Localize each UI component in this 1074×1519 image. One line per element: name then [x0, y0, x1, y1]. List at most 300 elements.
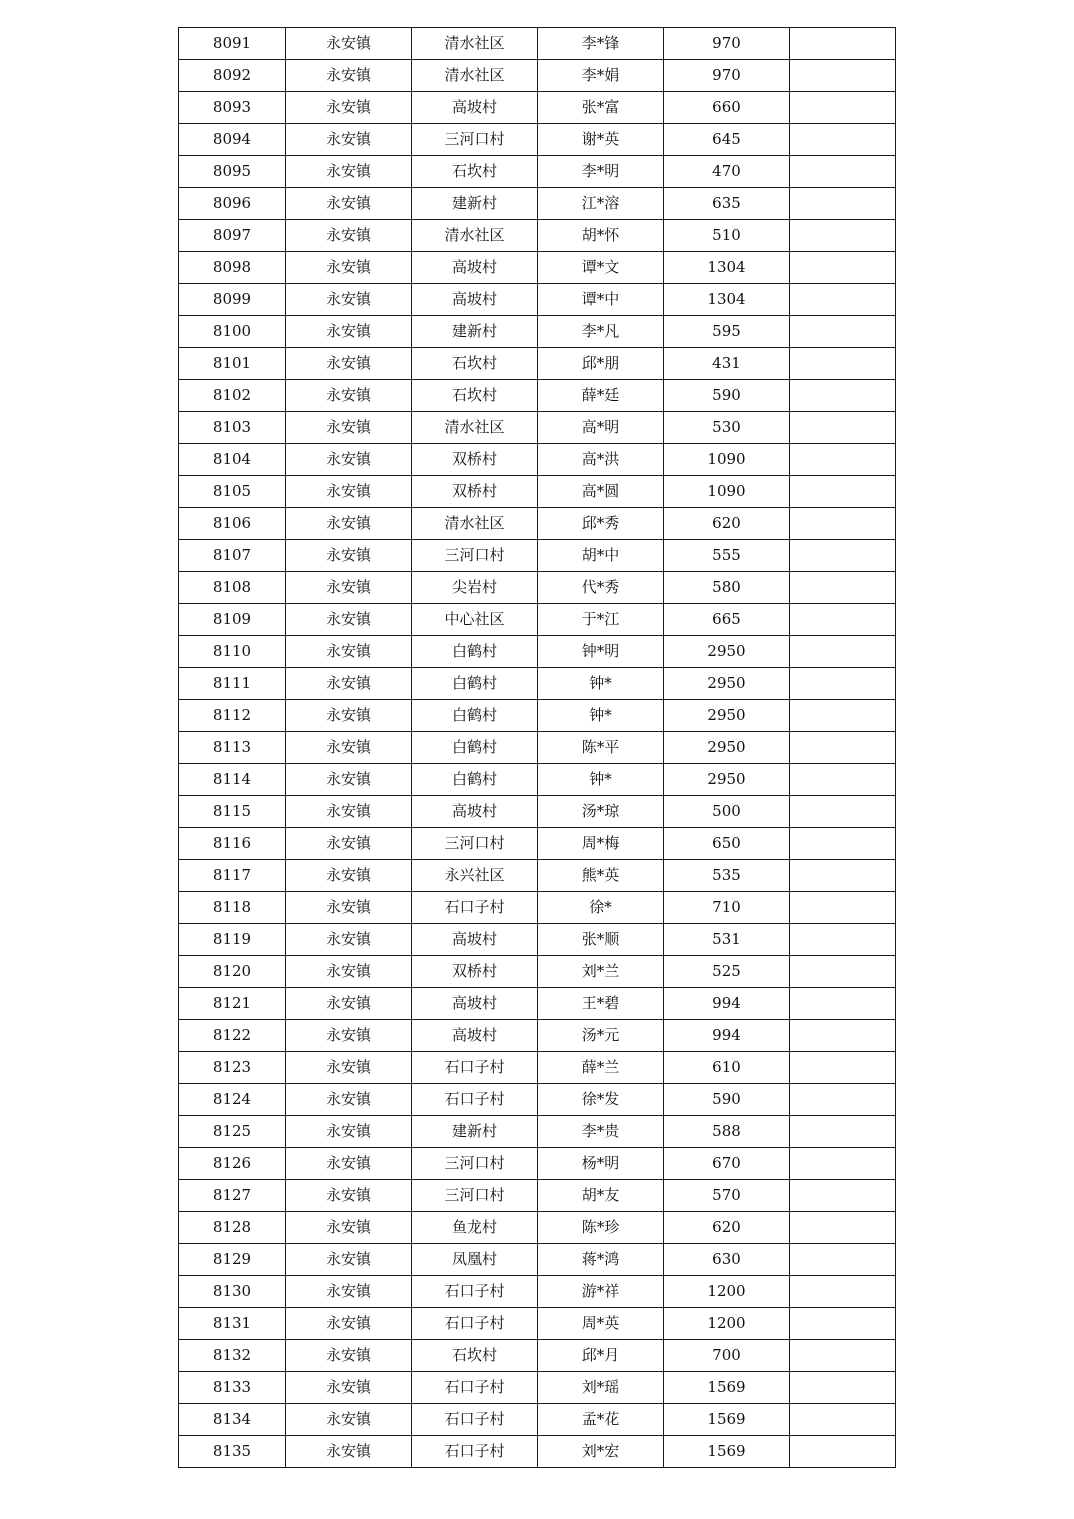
table-row: [179, 988, 896, 1020]
name-cell: 胡*友: [538, 1180, 664, 1212]
village-cell: 白鹤村: [412, 732, 538, 764]
table-row: [179, 124, 896, 156]
amount-cell: 510: [664, 220, 790, 252]
remark-cell: [790, 1212, 896, 1244]
remark-cell: [790, 28, 896, 60]
name-cell: 徐*: [538, 892, 664, 924]
name-cell: 谢*英: [538, 124, 664, 156]
village-cell: 石口子村: [412, 892, 538, 924]
village-cell: 高坡村: [412, 796, 538, 828]
village-cell: 清水社区: [412, 508, 538, 540]
amount-cell: 1090: [664, 476, 790, 508]
amount-cell: 2950: [664, 732, 790, 764]
table-row: [179, 412, 896, 444]
amount-cell: 470: [664, 156, 790, 188]
table-row: [179, 508, 896, 540]
row-number-cell: 8099: [179, 284, 286, 316]
remark-cell: [790, 444, 896, 476]
town-cell: 永安镇: [286, 1020, 412, 1052]
town-cell: 永安镇: [286, 892, 412, 924]
town-cell: 永安镇: [286, 316, 412, 348]
row-number-cell: 8095: [179, 156, 286, 188]
remark-cell: [790, 572, 896, 604]
table-row: [179, 796, 896, 828]
town-cell: 永安镇: [286, 28, 412, 60]
row-number-cell: 8103: [179, 412, 286, 444]
amount-cell: 1304: [664, 284, 790, 316]
town-cell: 永安镇: [286, 732, 412, 764]
name-cell: 李*娟: [538, 60, 664, 92]
name-cell: 王*碧: [538, 988, 664, 1020]
table-row: [179, 1372, 896, 1404]
table-row: [179, 1084, 896, 1116]
town-cell: 永安镇: [286, 124, 412, 156]
name-cell: 张*顺: [538, 924, 664, 956]
amount-cell: 595: [664, 316, 790, 348]
town-cell: 永安镇: [286, 60, 412, 92]
table-row: [179, 636, 896, 668]
row-number-cell: 8091: [179, 28, 286, 60]
table-row: [179, 156, 896, 188]
table-row: [179, 444, 896, 476]
table-row: [179, 348, 896, 380]
town-cell: 永安镇: [286, 380, 412, 412]
amount-cell: 1569: [664, 1436, 790, 1468]
village-cell: 石口子村: [412, 1052, 538, 1084]
town-cell: 永安镇: [286, 636, 412, 668]
remark-cell: [790, 732, 896, 764]
name-cell: 李*贵: [538, 1116, 664, 1148]
row-number-cell: 8111: [179, 668, 286, 700]
row-number-cell: 8128: [179, 1212, 286, 1244]
name-cell: 胡*中: [538, 540, 664, 572]
town-cell: 永安镇: [286, 764, 412, 796]
amount-cell: 530: [664, 412, 790, 444]
town-cell: 永安镇: [286, 1212, 412, 1244]
table-row: [179, 1020, 896, 1052]
row-number-cell: 8129: [179, 1244, 286, 1276]
amount-cell: 531: [664, 924, 790, 956]
town-cell: 永安镇: [286, 252, 412, 284]
row-number-cell: 8116: [179, 828, 286, 860]
row-number-cell: 8131: [179, 1308, 286, 1340]
village-cell: 白鹤村: [412, 668, 538, 700]
town-cell: 永安镇: [286, 1372, 412, 1404]
table-row: [179, 1244, 896, 1276]
remark-cell: [790, 316, 896, 348]
name-cell: 江*溶: [538, 188, 664, 220]
amount-cell: 970: [664, 28, 790, 60]
row-number-cell: 8123: [179, 1052, 286, 1084]
table-row: [179, 604, 896, 636]
remark-cell: [790, 156, 896, 188]
name-cell: 邱*月: [538, 1340, 664, 1372]
name-cell: 胡*怀: [538, 220, 664, 252]
village-cell: 白鹤村: [412, 764, 538, 796]
village-cell: 三河口村: [412, 1148, 538, 1180]
name-cell: 李*锋: [538, 28, 664, 60]
village-cell: 石口子村: [412, 1404, 538, 1436]
amount-cell: 970: [664, 60, 790, 92]
town-cell: 永安镇: [286, 988, 412, 1020]
name-cell: 钟*: [538, 700, 664, 732]
row-number-cell: 8112: [179, 700, 286, 732]
amount-cell: 620: [664, 1212, 790, 1244]
remark-cell: [790, 1276, 896, 1308]
table-row: [179, 1148, 896, 1180]
town-cell: 永安镇: [286, 444, 412, 476]
name-cell: 邱*秀: [538, 508, 664, 540]
table-row: [179, 1180, 896, 1212]
amount-cell: 431: [664, 348, 790, 380]
village-cell: 中心社区: [412, 604, 538, 636]
row-number-cell: 8107: [179, 540, 286, 572]
row-number-cell: 8105: [179, 476, 286, 508]
name-cell: 谭*中: [538, 284, 664, 316]
name-cell: 陈*珍: [538, 1212, 664, 1244]
remark-cell: [790, 892, 896, 924]
village-cell: 白鹤村: [412, 636, 538, 668]
remark-cell: [790, 1436, 896, 1468]
name-cell: 邱*朋: [538, 348, 664, 380]
village-cell: 尖岩村: [412, 572, 538, 604]
remark-cell: [790, 1116, 896, 1148]
name-cell: 汤*琼: [538, 796, 664, 828]
village-cell: 高坡村: [412, 1020, 538, 1052]
table-row: [179, 1052, 896, 1084]
table-row: [179, 764, 896, 796]
town-cell: 永安镇: [286, 828, 412, 860]
town-cell: 永安镇: [286, 1084, 412, 1116]
table-row: [179, 860, 896, 892]
village-cell: 清水社区: [412, 412, 538, 444]
village-cell: 三河口村: [412, 1180, 538, 1212]
row-number-cell: 8096: [179, 188, 286, 220]
remark-cell: [790, 924, 896, 956]
village-cell: 清水社区: [412, 28, 538, 60]
amount-cell: 525: [664, 956, 790, 988]
remark-cell: [790, 1084, 896, 1116]
name-cell: 熊*英: [538, 860, 664, 892]
village-cell: 石坎村: [412, 156, 538, 188]
table-row: [179, 1404, 896, 1436]
data-table: [178, 27, 896, 1468]
town-cell: 永安镇: [286, 508, 412, 540]
name-cell: 高*明: [538, 412, 664, 444]
remark-cell: [790, 956, 896, 988]
village-cell: 建新村: [412, 316, 538, 348]
table-body: [179, 28, 896, 1468]
remark-cell: [790, 1148, 896, 1180]
remark-cell: [790, 764, 896, 796]
name-cell: 钟*: [538, 668, 664, 700]
table-row: [179, 188, 896, 220]
town-cell: 永安镇: [286, 92, 412, 124]
row-number-cell: 8094: [179, 124, 286, 156]
row-number-cell: 8135: [179, 1436, 286, 1468]
remark-cell: [790, 796, 896, 828]
village-cell: 石口子村: [412, 1436, 538, 1468]
table-row: [179, 668, 896, 700]
remark-cell: [790, 1340, 896, 1372]
amount-cell: 645: [664, 124, 790, 156]
town-cell: 永安镇: [286, 156, 412, 188]
row-number-cell: 8133: [179, 1372, 286, 1404]
name-cell: 蒋*鸿: [538, 1244, 664, 1276]
town-cell: 永安镇: [286, 860, 412, 892]
amount-cell: 1200: [664, 1276, 790, 1308]
row-number-cell: 8132: [179, 1340, 286, 1372]
table-row: [179, 1116, 896, 1148]
table-row: [179, 956, 896, 988]
village-cell: 白鹤村: [412, 700, 538, 732]
table-row: [179, 572, 896, 604]
remark-cell: [790, 1308, 896, 1340]
town-cell: 永安镇: [286, 1340, 412, 1372]
town-cell: 永安镇: [286, 668, 412, 700]
remark-cell: [790, 1372, 896, 1404]
village-cell: 石口子村: [412, 1308, 538, 1340]
village-cell: 建新村: [412, 188, 538, 220]
village-cell: 双桥村: [412, 956, 538, 988]
remark-cell: [790, 1020, 896, 1052]
amount-cell: 660: [664, 92, 790, 124]
table-row: [179, 1212, 896, 1244]
amount-cell: 588: [664, 1116, 790, 1148]
village-cell: 石坎村: [412, 1340, 538, 1372]
row-number-cell: 8109: [179, 604, 286, 636]
name-cell: 徐*发: [538, 1084, 664, 1116]
name-cell: 薛*廷: [538, 380, 664, 412]
village-cell: 双桥村: [412, 444, 538, 476]
table-row: [179, 380, 896, 412]
row-number-cell: 8097: [179, 220, 286, 252]
town-cell: 永安镇: [286, 540, 412, 572]
name-cell: 钟*明: [538, 636, 664, 668]
amount-cell: 1304: [664, 252, 790, 284]
row-number-cell: 8102: [179, 380, 286, 412]
amount-cell: 2950: [664, 700, 790, 732]
amount-cell: 994: [664, 988, 790, 1020]
amount-cell: 2950: [664, 636, 790, 668]
name-cell: 代*秀: [538, 572, 664, 604]
amount-cell: 1569: [664, 1372, 790, 1404]
amount-cell: 670: [664, 1148, 790, 1180]
name-cell: 汤*元: [538, 1020, 664, 1052]
row-number-cell: 8117: [179, 860, 286, 892]
village-cell: 三河口村: [412, 124, 538, 156]
row-number-cell: 8115: [179, 796, 286, 828]
remark-cell: [790, 220, 896, 252]
row-number-cell: 8127: [179, 1180, 286, 1212]
town-cell: 永安镇: [286, 412, 412, 444]
town-cell: 永安镇: [286, 1244, 412, 1276]
table-row: [179, 700, 896, 732]
name-cell: 高*圆: [538, 476, 664, 508]
remark-cell: [790, 508, 896, 540]
town-cell: 永安镇: [286, 1180, 412, 1212]
town-cell: 永安镇: [286, 1276, 412, 1308]
amount-cell: 710: [664, 892, 790, 924]
town-cell: 永安镇: [286, 188, 412, 220]
remark-cell: [790, 348, 896, 380]
remark-cell: [790, 252, 896, 284]
name-cell: 孟*花: [538, 1404, 664, 1436]
table-row: [179, 92, 896, 124]
village-cell: 清水社区: [412, 220, 538, 252]
name-cell: 刘*瑶: [538, 1372, 664, 1404]
name-cell: 谭*文: [538, 252, 664, 284]
name-cell: 刘*宏: [538, 1436, 664, 1468]
row-number-cell: 8101: [179, 348, 286, 380]
name-cell: 周*英: [538, 1308, 664, 1340]
amount-cell: 635: [664, 188, 790, 220]
town-cell: 永安镇: [286, 924, 412, 956]
row-number-cell: 8106: [179, 508, 286, 540]
remark-cell: [790, 412, 896, 444]
row-number-cell: 8126: [179, 1148, 286, 1180]
amount-cell: 2950: [664, 668, 790, 700]
table-row: [179, 540, 896, 572]
village-cell: 永兴社区: [412, 860, 538, 892]
town-cell: 永安镇: [286, 796, 412, 828]
village-cell: 三河口村: [412, 540, 538, 572]
amount-cell: 570: [664, 1180, 790, 1212]
table-row: [179, 924, 896, 956]
name-cell: 李*凡: [538, 316, 664, 348]
name-cell: 周*梅: [538, 828, 664, 860]
name-cell: 薛*兰: [538, 1052, 664, 1084]
row-number-cell: 8104: [179, 444, 286, 476]
town-cell: 永安镇: [286, 956, 412, 988]
remark-cell: [790, 188, 896, 220]
remark-cell: [790, 668, 896, 700]
village-cell: 石口子村: [412, 1084, 538, 1116]
amount-cell: 1200: [664, 1308, 790, 1340]
row-number-cell: 8124: [179, 1084, 286, 1116]
village-cell: 三河口村: [412, 828, 538, 860]
table-row: [179, 1340, 896, 1372]
name-cell: 高*洪: [538, 444, 664, 476]
amount-cell: 665: [664, 604, 790, 636]
row-number-cell: 8092: [179, 60, 286, 92]
amount-cell: 630: [664, 1244, 790, 1276]
town-cell: 永安镇: [286, 1052, 412, 1084]
remark-cell: [790, 92, 896, 124]
table-row: [179, 828, 896, 860]
amount-cell: 620: [664, 508, 790, 540]
amount-cell: 590: [664, 1084, 790, 1116]
remark-cell: [790, 1052, 896, 1084]
name-cell: 陈*平: [538, 732, 664, 764]
remark-cell: [790, 540, 896, 572]
table-row: [179, 252, 896, 284]
amount-cell: 650: [664, 828, 790, 860]
row-number-cell: 8120: [179, 956, 286, 988]
village-cell: 建新村: [412, 1116, 538, 1148]
town-cell: 永安镇: [286, 1404, 412, 1436]
table-row: [179, 476, 896, 508]
amount-cell: 610: [664, 1052, 790, 1084]
remark-cell: [790, 284, 896, 316]
village-cell: 石口子村: [412, 1276, 538, 1308]
table-row: [179, 732, 896, 764]
row-number-cell: 8125: [179, 1116, 286, 1148]
row-number-cell: 8098: [179, 252, 286, 284]
village-cell: 高坡村: [412, 988, 538, 1020]
row-number-cell: 8100: [179, 316, 286, 348]
row-number-cell: 8118: [179, 892, 286, 924]
village-cell: 鱼龙村: [412, 1212, 538, 1244]
row-number-cell: 8121: [179, 988, 286, 1020]
name-cell: 钟*: [538, 764, 664, 796]
row-number-cell: 8110: [179, 636, 286, 668]
remark-cell: [790, 604, 896, 636]
amount-cell: 994: [664, 1020, 790, 1052]
row-number-cell: 8134: [179, 1404, 286, 1436]
amount-cell: 1090: [664, 444, 790, 476]
town-cell: 永安镇: [286, 1436, 412, 1468]
town-cell: 永安镇: [286, 604, 412, 636]
village-cell: 高坡村: [412, 92, 538, 124]
remark-cell: [790, 60, 896, 92]
remark-cell: [790, 860, 896, 892]
amount-cell: 700: [664, 1340, 790, 1372]
table-row: [179, 316, 896, 348]
village-cell: 清水社区: [412, 60, 538, 92]
remark-cell: [790, 988, 896, 1020]
table-row: [179, 220, 896, 252]
row-number-cell: 8130: [179, 1276, 286, 1308]
row-number-cell: 8093: [179, 92, 286, 124]
table-row: [179, 1276, 896, 1308]
town-cell: 永安镇: [286, 220, 412, 252]
name-cell: 游*祥: [538, 1276, 664, 1308]
village-cell: 高坡村: [412, 252, 538, 284]
row-number-cell: 8114: [179, 764, 286, 796]
amount-cell: 1569: [664, 1404, 790, 1436]
amount-cell: 535: [664, 860, 790, 892]
village-cell: 凤凰村: [412, 1244, 538, 1276]
table-row: [179, 284, 896, 316]
row-number-cell: 8119: [179, 924, 286, 956]
amount-cell: 500: [664, 796, 790, 828]
name-cell: 张*富: [538, 92, 664, 124]
village-cell: 高坡村: [412, 284, 538, 316]
village-cell: 高坡村: [412, 924, 538, 956]
name-cell: 李*明: [538, 156, 664, 188]
town-cell: 永安镇: [286, 284, 412, 316]
amount-cell: 555: [664, 540, 790, 572]
town-cell: 永安镇: [286, 700, 412, 732]
village-cell: 石口子村: [412, 1372, 538, 1404]
town-cell: 永安镇: [286, 1116, 412, 1148]
table-row: [179, 1308, 896, 1340]
remark-cell: [790, 828, 896, 860]
amount-cell: 590: [664, 380, 790, 412]
town-cell: 永安镇: [286, 1148, 412, 1180]
table-row: [179, 60, 896, 92]
town-cell: 永安镇: [286, 1308, 412, 1340]
town-cell: 永安镇: [286, 476, 412, 508]
row-number-cell: 8113: [179, 732, 286, 764]
table-row: [179, 892, 896, 924]
remark-cell: [790, 476, 896, 508]
row-number-cell: 8108: [179, 572, 286, 604]
remark-cell: [790, 1404, 896, 1436]
amount-cell: 2950: [664, 764, 790, 796]
name-cell: 刘*兰: [538, 956, 664, 988]
